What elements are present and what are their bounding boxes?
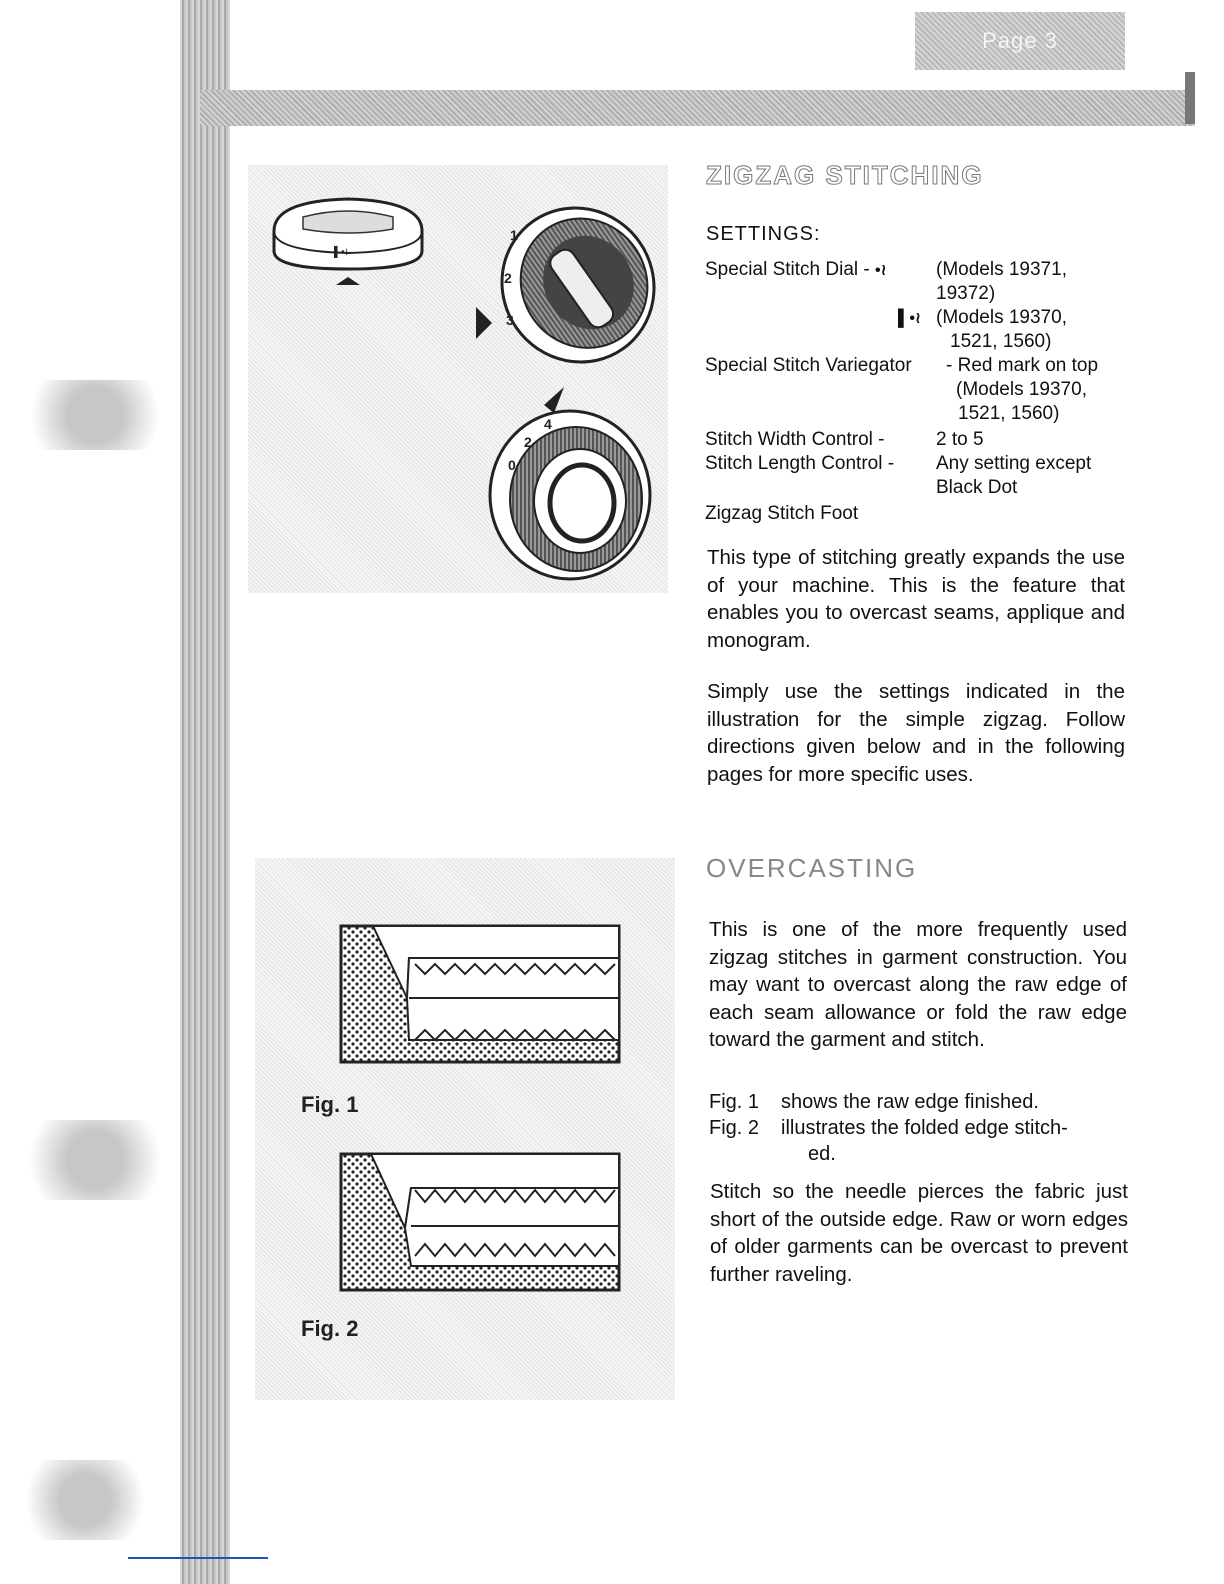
special-stitch-dial-top-view bbox=[274, 199, 422, 285]
fig-ref-text: illustrates the folded edge stitch- bbox=[781, 1117, 1068, 1139]
setting-value: - Red mark on top bbox=[946, 355, 1099, 376]
setting-value: 2 to 5 bbox=[936, 429, 984, 450]
page-number-tab bbox=[915, 12, 1125, 70]
header-bar-end bbox=[1185, 72, 1195, 124]
setting-value-cont: Black Dot bbox=[936, 477, 1018, 498]
fig2-fabric-diagram bbox=[341, 1154, 619, 1290]
width-number: 4 bbox=[544, 416, 552, 432]
setting-label: Special Stitch Dial - bbox=[705, 259, 870, 280]
setting-value-cont: (Models 19370, bbox=[956, 379, 1087, 400]
stitch-symbol-icon: ▌•≀ bbox=[898, 310, 921, 327]
scan-speck bbox=[10, 1120, 180, 1200]
setting-value-cont: 1521, 1560) bbox=[950, 331, 1052, 352]
width-number: 0 bbox=[508, 457, 516, 473]
zigzag-paragraph-2: Simply use the settings indicated in the illustration for the simple zigzag. Follow directions given below and in the following pages for more specific uses. bbox=[707, 680, 1125, 786]
fig-ref-text-cont: ed. bbox=[808, 1143, 836, 1165]
scan-speck bbox=[10, 1460, 160, 1540]
page-number-text: Page 3 bbox=[982, 28, 1058, 53]
setting-value: (Models 19370, bbox=[936, 307, 1067, 328]
dial-illustration bbox=[248, 165, 668, 593]
width-pointer-arrow bbox=[544, 387, 564, 413]
setting-value: (Models 19371, bbox=[936, 259, 1067, 280]
dial-number: 2 bbox=[504, 270, 512, 286]
overcasting-paragraph-1: This is one of the more frequently used zigzag stitches in garment construction. You may want to overcast along the raw edge of each seam allowance or fold the raw edge toward the garment and stitch. bbox=[709, 918, 1127, 1051]
setting-label: Stitch Width Control - bbox=[705, 429, 885, 450]
fig2-label: Fig. 2 bbox=[301, 1316, 359, 1341]
dial-illustration-drawing bbox=[248, 165, 668, 593]
dial-number: 1 bbox=[510, 227, 518, 243]
scan-edge-line bbox=[128, 1557, 268, 1559]
scan-binding-shadow bbox=[180, 0, 230, 1584]
stitch-width-knob bbox=[490, 411, 650, 579]
setting-value-cont: 19372) bbox=[936, 283, 996, 304]
overcasting-section-title: OVERCASTING bbox=[706, 853, 918, 883]
settings-heading: SETTINGS: bbox=[706, 223, 821, 245]
svg-text:▌•≀: ▌•≀ bbox=[334, 247, 349, 258]
fig1-fabric-diagram bbox=[341, 926, 619, 1062]
setting-label: Stitch Length Control - bbox=[705, 453, 895, 474]
fig-ref-text: shows the raw edge finished. bbox=[781, 1091, 1039, 1113]
setting-row bbox=[705, 258, 887, 283]
header-bar bbox=[200, 90, 1195, 126]
scan-speck bbox=[10, 380, 180, 450]
width-number: 2 bbox=[524, 434, 532, 450]
special-stitch-variegator-knob bbox=[472, 178, 668, 392]
zigzag-section-title: ZIGZAG STITCHING bbox=[706, 160, 984, 190]
overcasting-paragraph-2: Stitch so the needle pierces the fabric just short of the outside edge. Raw or worn edges of older garments can be overcast to prevent further raveling. bbox=[710, 1180, 1128, 1286]
setting-row bbox=[898, 306, 921, 331]
setting-value-cont: 1521, 1560) bbox=[958, 403, 1060, 424]
fig-ref-number: Fig. 1 bbox=[709, 1091, 760, 1113]
setting-value: Any setting except bbox=[936, 453, 1092, 474]
dial-number: 3 bbox=[506, 312, 514, 328]
setting-label: Zigzag Stitch Foot bbox=[705, 503, 859, 524]
fig-ref-number: Fig. 2 bbox=[709, 1117, 760, 1139]
setting-label: Special Stitch Variegator bbox=[705, 355, 912, 376]
overcasting-figures bbox=[255, 858, 675, 1400]
fig1-label: Fig. 1 bbox=[301, 1092, 359, 1117]
zigzag-paragraph-1: This type of stitching greatly expands the use of your machine. This is the feature that enables you to overcast seams, applique and monogram. bbox=[707, 546, 1125, 652]
dial-pointer-arrow bbox=[476, 307, 492, 339]
stitch-symbol-icon: •≀ bbox=[875, 262, 887, 279]
